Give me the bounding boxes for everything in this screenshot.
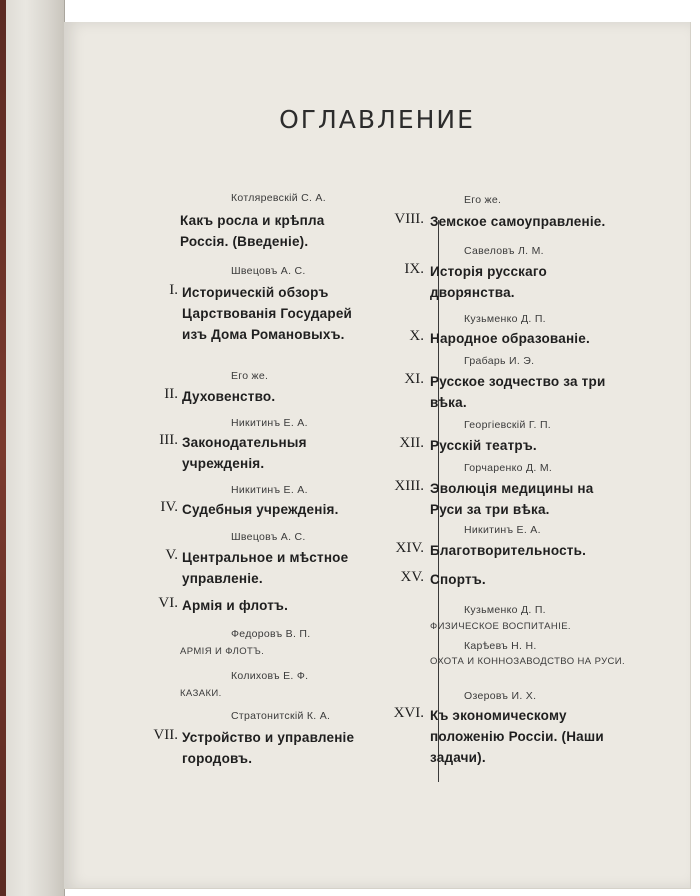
entry-subtitle[interactable]: ОХОТА И КОННОЗАВОДСТВО НА РУСИ. (430, 656, 626, 667)
entry-title[interactable]: Русскій театръ. (430, 438, 537, 453)
entry-author: Озеровъ И. Х. (464, 690, 537, 702)
entry-number: XIII. (394, 478, 424, 494)
entry-number: II. (164, 386, 178, 402)
entry-number: VII. (153, 727, 178, 743)
entry-title[interactable]: Устройство и управленіе городовъ. (182, 730, 355, 766)
entry-title[interactable]: Исторія русскаго дворянства. (430, 264, 547, 300)
entry-author: Карѣевъ Н. Н. (464, 640, 537, 652)
entry-number: III. (159, 432, 178, 448)
page-title: ОГЛАВЛЕНИЕ (279, 105, 475, 134)
entry-number: XII. (399, 435, 424, 451)
entry-title[interactable]: Земское самоуправленіе. (430, 214, 606, 229)
entry-number: IX. (404, 261, 424, 277)
entry-author: Никитинъ Е. А. (231, 484, 308, 496)
entry-number: XVI. (393, 705, 424, 721)
entry-title[interactable]: Эволюція медицины на Руси за три вѣка. (430, 481, 594, 517)
entry-author: Кузьменко Д. П. (464, 604, 546, 616)
entry-author: Колиховъ Е. Ф. (231, 670, 309, 682)
contents-page (64, 22, 691, 889)
book-binding (0, 0, 6, 896)
entry-number: V. (165, 547, 178, 563)
entry-number: IV. (160, 499, 178, 515)
book-left-page-edge (0, 0, 65, 896)
entry-number: VI. (158, 595, 178, 611)
entry-author: Его же. (231, 370, 269, 382)
entry-title[interactable]: Русское зодчество за три вѣка. (430, 374, 606, 410)
entry-subtitle[interactable]: АРМІЯ И ФЛОТЪ. (180, 646, 265, 657)
entry-number: XI. (404, 371, 424, 387)
entry-title[interactable]: Какъ росла и крѣпла Россія. (Введеніе). (180, 213, 325, 249)
entry-author: Стратонитскій К. А. (231, 710, 331, 722)
entry-title[interactable]: Спортъ. (430, 572, 486, 587)
entry-subtitle[interactable]: ФИЗИЧЕСКОЕ ВОСПИТАНІЕ. (430, 621, 571, 632)
entry-title[interactable]: Судебныя учрежденія. (182, 502, 339, 517)
entry-number: X. (409, 328, 424, 344)
entry-subtitle[interactable]: КАЗАКИ. (180, 688, 222, 699)
entry-author: Его же. (464, 194, 502, 206)
entry-author: Никитинъ Е. А. (231, 417, 308, 429)
entry-author: Котляревскій С. А. (231, 192, 326, 204)
entry-author: Никитинъ Е. А. (464, 524, 541, 536)
entry-author: Георгіевскій Г. П. (464, 419, 552, 431)
entry-number: XV. (400, 569, 424, 585)
entry-author: Грабарь И. Э. (464, 355, 535, 367)
entry-number: VIII. (394, 211, 424, 227)
entry-author: Горчаренко Д. М. (464, 462, 553, 474)
entry-title[interactable]: Народное образованіе. (430, 331, 590, 346)
entry-number: I. (169, 282, 178, 298)
entry-title[interactable]: Духовенство. (182, 389, 276, 404)
entry-title[interactable]: Благотворительность. (430, 543, 587, 558)
entry-author: Швецовъ А. С. (231, 531, 306, 543)
entry-author: Федоровъ В. П. (231, 628, 311, 640)
entry-title[interactable]: Армія и флотъ. (182, 598, 289, 613)
entry-title[interactable]: Къ экономическому положенію Россіи. (Наши задачи). (430, 708, 604, 765)
entry-author: Кузьменко Д. П. (464, 313, 546, 325)
entry-title[interactable]: Законодательныя учрежденія. (182, 435, 307, 471)
entry-author: Савеловъ Л. М. (464, 245, 544, 257)
entry-number: XIV. (395, 540, 424, 556)
entry-author: Швецовъ А. С. (231, 265, 306, 277)
entry-title[interactable]: Центральное и мѣстное управленіе. (182, 550, 349, 586)
entry-title[interactable]: Историческій обзоръ Царствованія Государей изъ Дома Романовыхъ. (182, 285, 353, 342)
